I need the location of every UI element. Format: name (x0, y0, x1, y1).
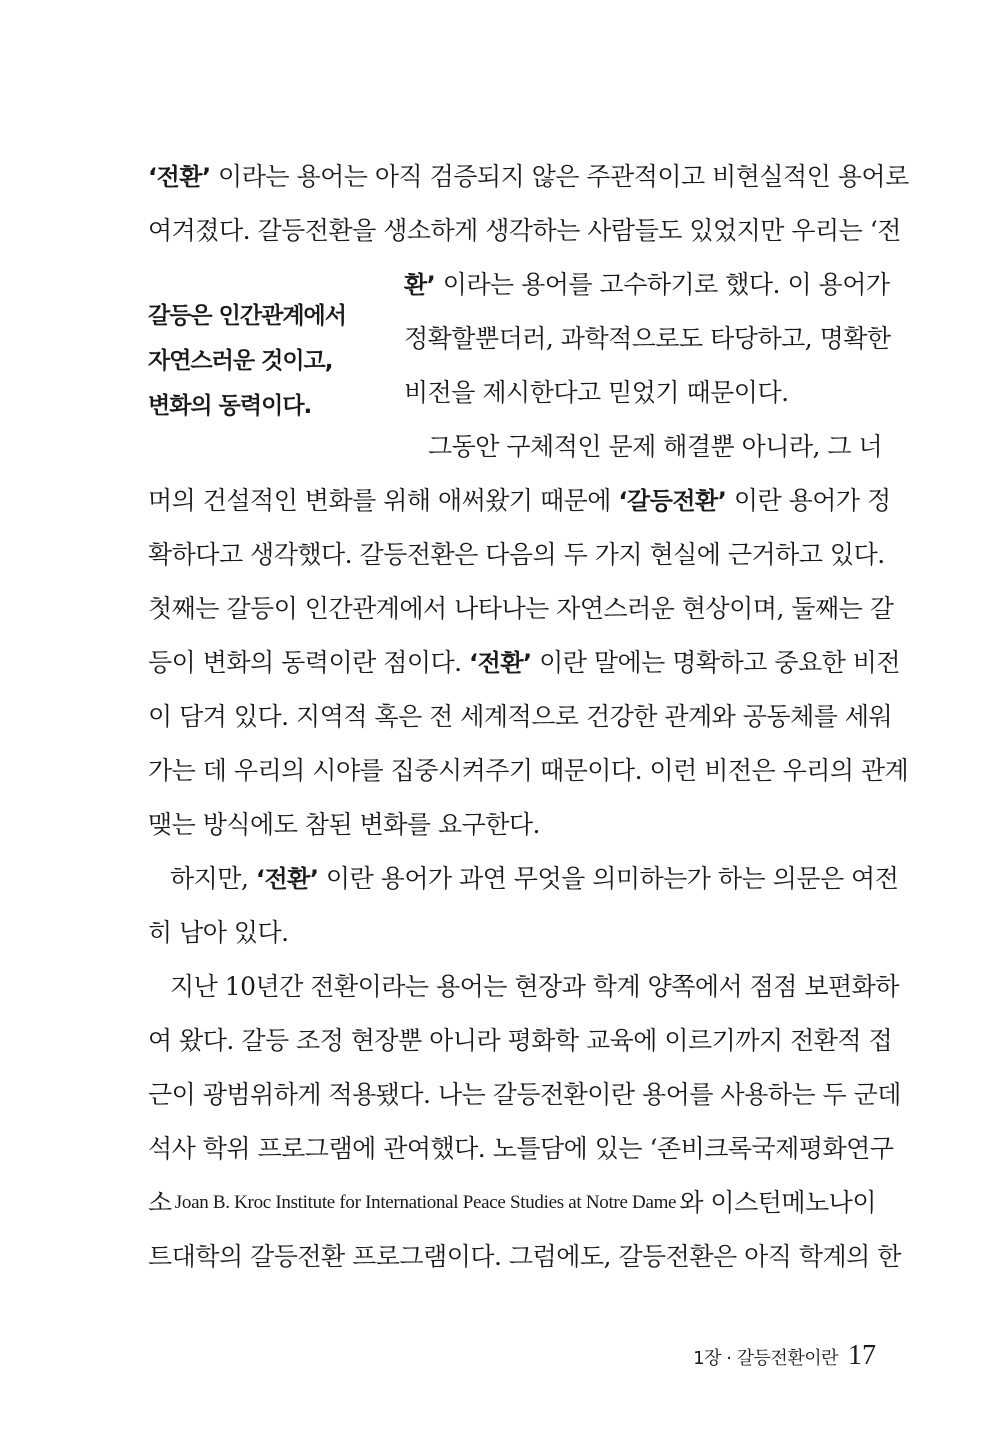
page-number: 17 (848, 1340, 876, 1371)
text-line: 여 왔다. 갈등 조정 현장뿐 아니라 평화학 교육에 이르기까지 전환적 접 (148, 1026, 893, 1055)
latin-institute-name: Joan B. Kroc Institute for International Peace Studies at Notre Dame (174, 1192, 677, 1213)
emphasis-term: ‘전환’ (255, 865, 319, 893)
running-footer-chapter: 1장 · 갈등전환이란 (693, 1348, 838, 1369)
emphasis-term: 환’ (404, 271, 436, 299)
pull-quote-line: 자연스러운 것이고, (148, 348, 333, 374)
text-segment: 머의 건설적인 변화를 위해 애써왔기 때문에 (148, 486, 619, 515)
text-line: 여겨졌다. 갈등전환을 생소하게 생각하는 사람들도 있었지만 우리는 ‘전 (148, 216, 901, 245)
text-line: 히 남아 있다. (148, 918, 289, 947)
pull-quote-line: 변화의 동력이다. (148, 393, 312, 419)
text-line: 정확할뿐더러, 과학적으로도 타당하고, 명확한 (404, 324, 891, 353)
text-segment: 이라는 용어는 아직 검증되지 않은 주관적이고 비현실적인 용어로 (210, 162, 909, 191)
emphasis-term: ‘갈등전환’ (618, 487, 727, 515)
text-line: 석사 학위 프로그램에 관여했다. 노틀담에 있는 ‘존비크록국제평화연구 (148, 1134, 894, 1163)
text-segment: 와 이스턴메노나이 (679, 1188, 876, 1217)
text-line: 트대학의 갈등전환 프로그램이다. 그럼에도, 갈등전환은 아직 학계의 한 (148, 1242, 901, 1271)
text-line (148, 484, 891, 518)
text-line (148, 160, 909, 194)
text-line: 이 담겨 있다. 지역적 혹은 전 세계적으로 건강한 관계와 공동체를 세워 (148, 702, 893, 731)
text-line (148, 646, 900, 680)
text-line: 가는 데 우리의 시야를 집중시켜주기 때문이다. 이런 비전은 우리의 관계 (148, 756, 909, 785)
text-line (148, 1186, 876, 1220)
text-line: 근이 광범위하게 적용됐다. 나는 갈등전환이란 용어를 사용하는 두 군데 (148, 1080, 901, 1109)
text-line: 지난 10년간 전환이라는 용어는 현장과 학계 양쪽에서 점점 보편화하 (170, 972, 899, 1001)
pull-quote (148, 294, 388, 429)
emphasis-term: ‘전환’ (469, 649, 532, 677)
text-line: 확하다고 생각했다. 갈등전환은 다음의 두 가지 현실에 근거하고 있다. (148, 540, 885, 569)
text-line: 맺는 방식에도 참된 변화를 요구한다. (148, 810, 540, 839)
text-segment: 이란 용어가 정 (726, 486, 891, 515)
text-segment: 등이 변화의 동력이란 점이다. (148, 648, 470, 677)
page-footer (693, 1340, 876, 1372)
text-segment: 이란 용어가 과연 무엇을 의미하는가 하는 의문은 여전 (318, 864, 899, 893)
pull-quote-line: 갈등은 인간관계에서 (148, 303, 346, 329)
emphasis-term: ‘전환’ (148, 163, 211, 191)
text-line: 그동안 구체적인 문제 해결뿐 아니라, 그 너 (428, 432, 883, 461)
text-segment: 하지만, (170, 864, 256, 893)
text-line (404, 268, 890, 302)
text-line: 첫째는 갈등이 인간관계에서 나타나는 자연스러운 현상이며, 둘째는 갈 (148, 594, 894, 623)
text-line: 비전을 제시한다고 믿었기 때문이다. (404, 378, 789, 407)
text-segment: 소 (148, 1188, 172, 1217)
text-segment: 이란 말에는 명확하고 중요한 비전 (531, 648, 900, 677)
text-segment: 이라는 용어를 고수하기로 했다. 이 용어가 (435, 270, 890, 299)
text-line (148, 862, 899, 896)
